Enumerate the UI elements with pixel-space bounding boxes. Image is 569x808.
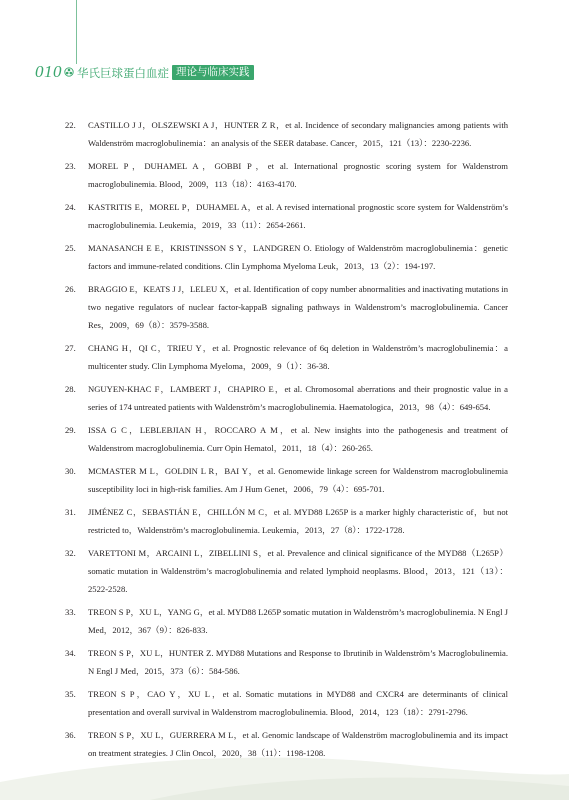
reference-item — [62, 421, 508, 457]
reference-item — [62, 380, 508, 416]
reference-number: 24. — [65, 202, 76, 212]
reference-text: CASTILLO J J，OLSZEWSKI A J，HUNTER Z R，et al. Incidence of secondary malignancies among patients with Waldenström macroglobulinemia：an analysis of the SEER database. Cancer，2015，121（13）：2230-2236. — [88, 120, 508, 148]
page-number: 010 — [35, 62, 62, 81]
reference-text: TREON S P，CAO Y，XU L，et al. Somatic mutations in MYD88 and CXCR4 are determinants of clinical presentation and overall survival in Waldenstrom macroglobulinemia. Blood，2014，123（18）：2791-2796. — [88, 689, 508, 717]
reference-text: BRAGGIO E，KEATS J J，LELEU X，et al. Identification of copy number abnormalities and inactivating mutations in two negative regulators of nuclear factor-kappaB signaling pathways in Waldenstrom’s macroglobulinemia. Cancer Res，2009，69（8）：3579-3588. — [88, 284, 508, 330]
reference-text: KASTRITIS E，MOREL P，DUHAMEL A，et al. A revised international prognostic score system for Waldenström’s macroglobulinemia. Leukemia，2019，33（11）：2654-2661. — [88, 202, 508, 230]
reference-item — [62, 198, 508, 234]
reference-item — [62, 239, 508, 275]
reference-item — [62, 462, 508, 498]
reference-item — [62, 544, 508, 598]
flower-icon — [64, 67, 74, 77]
reference-text: NGUYEN-KHAC F，LAMBERT J，CHAPIRO E，et al. Chromosomal aberrations and their prognostic value in a series of 174 untreated patients with Waldenström’s macroglobulinemia. Haematologica，2013，98（4）：649-654. — [88, 384, 508, 412]
book-title: 华氏巨球蛋白血症 — [77, 66, 169, 80]
reference-number: 30. — [65, 466, 76, 476]
reference-number: 34. — [65, 648, 76, 658]
reference-text: MOREL P，DUHAMEL A，GOBBI P，et al. International prognostic scoring system for Waldenstrom macroglobulinemia. Blood，2009，113（18）：4163-4170. — [88, 161, 508, 189]
reference-list — [62, 116, 508, 808]
reference-number: 36. — [65, 730, 76, 740]
background-wave-decoration — [0, 730, 569, 800]
reference-number: 26. — [65, 284, 76, 294]
reference-item — [62, 603, 508, 639]
reference-number: 25. — [65, 243, 76, 253]
reference-text: ISSA G C，LEBLEBJIAN H，ROCCARO A M，et al. New insights into the pathogenesis and treatment of Waldenstrom macroglobulinemia. Curr Opin Hematol，2011，18（4）：260-265. — [88, 425, 508, 453]
reference-number: 22. — [65, 120, 76, 130]
reference-text: JIMÉNEZ C，SEBASTIÁN E，CHILLÓN M C，et al. MYD88 L265P is a marker highly characteristic of，but not restricted to，Waldenström’s macroglobulinemia. Leukemia，2013，27（8）：1722-1728. — [88, 507, 508, 535]
reference-item — [62, 685, 508, 721]
reference-text: MANASANCH E E，KRISTINSSON S Y，LANDGREN O. Etiology of Waldenström macroglobulinemia：genetic factors and immune-related conditions. Clin Lymphoma Myeloma Leuk，2013，13（2）：194-197. — [88, 243, 508, 271]
reference-item — [62, 503, 508, 539]
reference-item — [62, 644, 508, 680]
reference-item — [62, 339, 508, 375]
book-subtitle: 理论与临床实践 — [172, 65, 254, 80]
reference-item — [62, 280, 508, 334]
reference-number: 33. — [65, 607, 76, 617]
reference-number: 35. — [65, 689, 76, 699]
reference-text: VARETTONI M，ARCAINI L，ZIBELLINI S，et al. Prevalence and clinical significance of the MYD88（L265P）somatic mutation in Waldenström’s macroglobulinemia and related lymphoid neoplasms. Blood，2013，121（13）：2522-2528. — [88, 548, 508, 594]
running-header — [35, 62, 254, 80]
reference-number: 28. — [65, 384, 76, 394]
reference-number: 23. — [65, 161, 76, 171]
reference-item — [62, 116, 508, 152]
reference-number: 32. — [65, 548, 76, 558]
reference-text: TREON S P，XU L，YANG G，et al. MYD88 L265P somatic mutation in Waldenström’s macroglobulinemia. N Engl J Med，2012，367（9）：826-833. — [88, 607, 508, 635]
reference-text: CHANG H，QI C，TRIEU Y，et al. Prognostic relevance of 6q deletion in Waldenström’s macroglobulinemia：a multicenter study. Clin Lymphoma Myeloma，2009，9（1）：36-38. — [88, 343, 508, 371]
reference-number: 27. — [65, 343, 76, 353]
reference-text: TREON S P，XU L，GUERRERA M L，et al. Genomic landscape of Waldenström macroglobulinemia and its impact on treatment strategies. J Clin Oncol，2020，38（11）：1198-1208. — [88, 730, 508, 758]
reference-item — [62, 157, 508, 193]
reference-number: 31. — [65, 507, 76, 517]
reference-number: 29. — [65, 425, 76, 435]
reference-text: MCMASTER M L，GOLDIN L R，BAI Y，et al. Genomewide linkage screen for Waldenstrom macroglobulinemia susceptibility loci in high-risk families. Am J Hum Genet，2006，79（4）：695-701. — [88, 466, 508, 494]
reference-text: TREON S P，XU L，HUNTER Z. MYD88 Mutations and Response to Ibrutinib in Waldenström’s Macroglobulinemia. N Engl J Med，2015，373（6）：584-586. — [88, 648, 508, 676]
header-rule — [76, 0, 77, 64]
